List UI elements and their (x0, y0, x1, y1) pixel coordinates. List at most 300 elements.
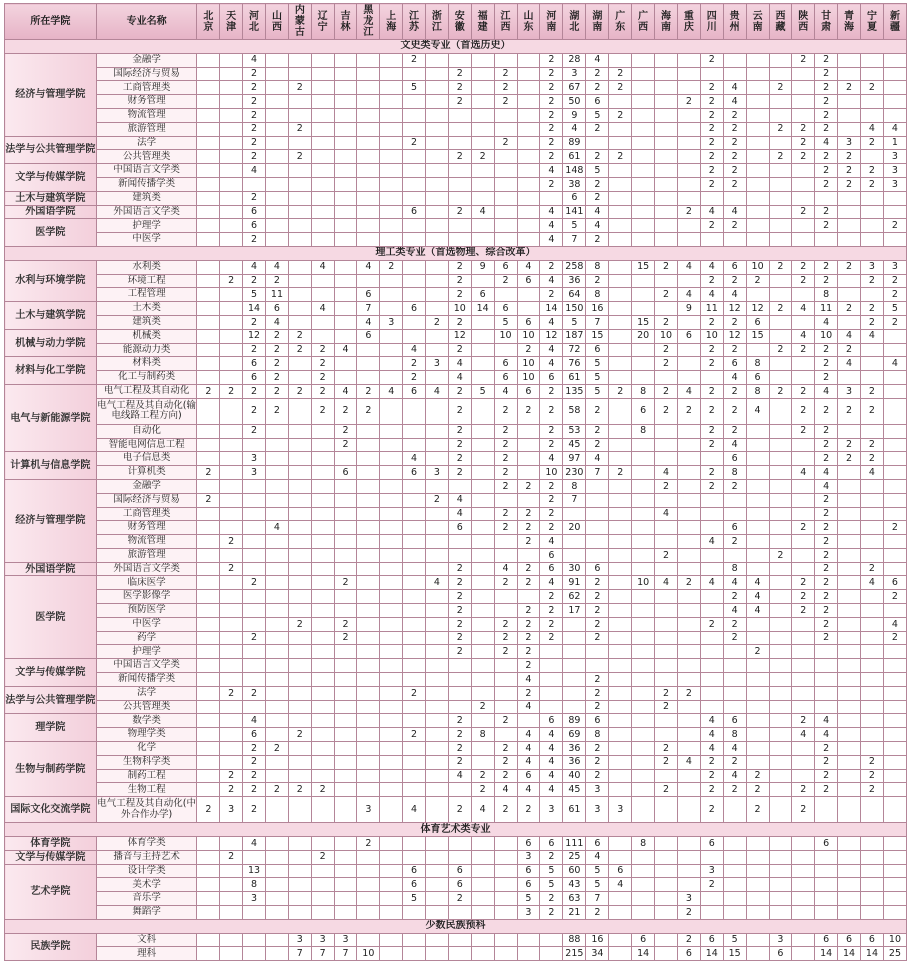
quota-cell (655, 219, 678, 233)
quota-cell: 2 (288, 783, 311, 797)
quota-cell (220, 479, 243, 493)
quota-cell (632, 878, 655, 892)
quota-cell: 8 (746, 384, 769, 398)
quota-cell: 9 (563, 108, 586, 122)
quota-cell (471, 493, 494, 507)
quota-cell (380, 329, 403, 343)
table-row (5, 274, 907, 288)
quota-cell (334, 452, 357, 466)
quota-cell: 2 (883, 521, 906, 535)
quota-cell: 4 (792, 329, 815, 343)
quota-cell (357, 438, 380, 452)
enrollment-plan-table (4, 3, 907, 961)
table-row (5, 108, 907, 122)
quota-cell (380, 783, 403, 797)
quota-cell (220, 357, 243, 371)
quota-cell: 2 (403, 53, 426, 67)
college-cell: 法学与公共管理学院 (5, 686, 97, 714)
quota-cell (861, 645, 884, 659)
table-row (5, 947, 907, 961)
quota-cell: 2 (723, 384, 746, 398)
quota-cell: 2 (517, 631, 540, 645)
quota-cell: 2 (723, 136, 746, 150)
quota-cell (792, 906, 815, 920)
table-row (5, 878, 907, 892)
quota-cell (792, 95, 815, 109)
quota-cell: 15 (723, 947, 746, 961)
quota-cell (380, 659, 403, 673)
quota-cell: 2 (586, 233, 609, 247)
quota-cell: 14 (861, 947, 884, 961)
quota-cell: 2 (243, 81, 266, 95)
quota-cell (883, 742, 906, 756)
quota-cell (357, 466, 380, 480)
table-row (5, 562, 907, 576)
quota-cell (517, 108, 540, 122)
quota-cell: 9 (677, 302, 700, 316)
quota-cell: 2 (586, 755, 609, 769)
quota-cell (197, 371, 220, 385)
quota-cell (815, 878, 838, 892)
quota-cell (838, 315, 861, 329)
quota-cell (746, 53, 769, 67)
quota-cell: 2 (540, 288, 563, 302)
quota-cell: 4 (609, 878, 632, 892)
quota-cell: 2 (243, 769, 266, 783)
quota-cell (700, 521, 723, 535)
quota-cell (266, 150, 289, 164)
quota-cell (288, 233, 311, 247)
quota-cell: 64 (563, 288, 586, 302)
quota-cell (655, 590, 678, 604)
quota-cell (197, 150, 220, 164)
quota-cell (311, 466, 334, 480)
quota-cell: 187 (563, 329, 586, 343)
quota-cell (517, 302, 540, 316)
quota-cell (425, 783, 448, 797)
quota-cell (311, 507, 334, 521)
quota-cell (334, 81, 357, 95)
quota-cell (334, 136, 357, 150)
quota-cell: 2 (586, 742, 609, 756)
quota-cell: 2 (448, 755, 471, 769)
quota-cell: 53 (563, 424, 586, 438)
quota-cell (494, 343, 517, 357)
quota-cell (288, 205, 311, 219)
quota-cell (746, 631, 769, 645)
quota-cell (220, 81, 243, 95)
quota-cell: 4 (311, 260, 334, 274)
quota-cell: 3 (380, 315, 403, 329)
quota-cell (380, 521, 403, 535)
quota-cell (677, 562, 700, 576)
quota-cell (311, 424, 334, 438)
quota-cell (403, 315, 426, 329)
quota-cell: 3 (334, 933, 357, 947)
quota-cell (792, 659, 815, 673)
quota-cell: 5 (563, 315, 586, 329)
quota-cell (632, 562, 655, 576)
quota-cell (609, 742, 632, 756)
quota-cell: 10 (700, 329, 723, 343)
quota-cell: 6 (517, 837, 540, 851)
quota-cell (311, 67, 334, 81)
quota-cell (220, 507, 243, 521)
quota-cell (677, 714, 700, 728)
quota-cell (197, 906, 220, 920)
quota-cell (861, 67, 884, 81)
quota-cell (494, 164, 517, 178)
quota-cell (632, 95, 655, 109)
quota-cell: 4 (357, 315, 380, 329)
quota-cell: 58 (563, 398, 586, 424)
quota-cell (494, 700, 517, 714)
quota-cell (403, 177, 426, 191)
quota-cell: 3 (311, 933, 334, 947)
quota-cell: 3 (563, 67, 586, 81)
quota-cell (700, 892, 723, 906)
quota-cell (517, 548, 540, 562)
quota-cell (311, 604, 334, 618)
quota-cell: 2 (700, 95, 723, 109)
quota-cell: 7 (334, 947, 357, 961)
quota-cell: 4 (425, 576, 448, 590)
quota-cell: 10 (815, 329, 838, 343)
quota-cell (586, 507, 609, 521)
quota-cell (266, 562, 289, 576)
quota-cell: 6 (403, 384, 426, 398)
quota-cell (677, 343, 700, 357)
quota-cell (746, 562, 769, 576)
quota-cell (403, 95, 426, 109)
major-cell: 能源动力类 (96, 343, 197, 357)
quota-cell: 2 (655, 357, 678, 371)
quota-cell (609, 562, 632, 576)
quota-cell (540, 686, 563, 700)
quota-cell (380, 357, 403, 371)
quota-cell (425, 438, 448, 452)
quota-cell: 2 (494, 466, 517, 480)
header-province: 内 蒙 古 (288, 4, 311, 40)
quota-cell: 3 (883, 177, 906, 191)
quota-cell (334, 521, 357, 535)
quota-cell: 45 (563, 438, 586, 452)
quota-cell (517, 493, 540, 507)
quota-cell (655, 108, 678, 122)
quota-cell: 5 (586, 108, 609, 122)
table-row (5, 466, 907, 480)
quota-cell (517, 424, 540, 438)
quota-cell (655, 81, 678, 95)
quota-cell: 2 (197, 493, 220, 507)
quota-cell (861, 604, 884, 618)
major-cell: 临床医学 (96, 576, 197, 590)
quota-cell: 2 (540, 177, 563, 191)
quota-cell (769, 315, 792, 329)
quota-cell (723, 233, 746, 247)
quota-cell (563, 659, 586, 673)
quota-cell (220, 728, 243, 742)
quota-cell: 2 (861, 398, 884, 424)
quota-cell (540, 933, 563, 947)
quota-cell (425, 645, 448, 659)
quota-cell: 5 (540, 864, 563, 878)
quota-cell (609, 645, 632, 659)
quota-cell (197, 686, 220, 700)
quota-cell (357, 714, 380, 728)
quota-cell (197, 357, 220, 371)
quota-cell: 10 (494, 329, 517, 343)
quota-cell (243, 617, 266, 631)
quota-cell: 2 (723, 274, 746, 288)
quota-cell: 6 (769, 947, 792, 961)
college-cell: 土木与建筑学院 (5, 302, 97, 330)
quota-cell (266, 728, 289, 742)
quota-cell (380, 673, 403, 687)
quota-cell: 258 (563, 260, 586, 274)
quota-cell: 4 (723, 742, 746, 756)
quota-cell (746, 837, 769, 851)
quota-cell (815, 700, 838, 714)
quota-cell: 2 (334, 424, 357, 438)
quota-cell: 2 (494, 576, 517, 590)
quota-cell: 2 (815, 493, 838, 507)
quota-cell (655, 53, 678, 67)
quota-cell (266, 493, 289, 507)
quota-cell (815, 233, 838, 247)
quota-cell (334, 562, 357, 576)
quota-cell (471, 233, 494, 247)
quota-cell (769, 452, 792, 466)
quota-cell (792, 850, 815, 864)
quota-cell: 2 (311, 357, 334, 371)
college-cell: 经济与管理学院 (5, 479, 97, 562)
quota-cell (403, 122, 426, 136)
quota-cell (609, 493, 632, 507)
quota-cell (883, 233, 906, 247)
quota-cell (311, 878, 334, 892)
quota-cell: 4 (243, 714, 266, 728)
quota-cell: 2 (792, 205, 815, 219)
quota-cell (494, 864, 517, 878)
quota-cell: 2 (723, 424, 746, 438)
quota-cell: 2 (540, 53, 563, 67)
quota-cell (288, 191, 311, 205)
college-cell: 水利与环境学院 (5, 260, 97, 301)
quota-cell (357, 686, 380, 700)
quota-cell (425, 164, 448, 178)
quota-cell: 2 (792, 343, 815, 357)
quota-cell (334, 274, 357, 288)
quota-cell: 2 (288, 329, 311, 343)
quota-cell (243, 659, 266, 673)
quota-cell (357, 233, 380, 247)
quota-cell: 4 (494, 783, 517, 797)
quota-cell (311, 673, 334, 687)
quota-cell: 4 (517, 260, 540, 274)
quota-cell (655, 164, 678, 178)
quota-cell (403, 535, 426, 549)
quota-cell (380, 906, 403, 920)
quota-cell: 8 (586, 260, 609, 274)
quota-cell (380, 122, 403, 136)
quota-cell: 2 (540, 108, 563, 122)
quota-cell: 12 (540, 329, 563, 343)
quota-cell: 2 (243, 384, 266, 398)
quota-cell (288, 164, 311, 178)
quota-cell (220, 604, 243, 618)
quota-cell: 2 (494, 521, 517, 535)
quota-cell (380, 548, 403, 562)
table-row (5, 797, 907, 823)
quota-cell (380, 150, 403, 164)
quota-cell (792, 892, 815, 906)
quota-cell (677, 659, 700, 673)
quota-cell: 2 (861, 302, 884, 316)
quota-cell: 2 (540, 122, 563, 136)
quota-cell (883, 191, 906, 205)
quota-cell (723, 493, 746, 507)
quota-cell (380, 576, 403, 590)
quota-cell: 2 (723, 398, 746, 424)
quota-cell: 6 (517, 864, 540, 878)
quota-cell (220, 755, 243, 769)
quota-cell: 2 (586, 438, 609, 452)
quota-cell (197, 122, 220, 136)
quota-cell: 2 (723, 631, 746, 645)
quota-cell (403, 742, 426, 756)
quota-cell: 2 (700, 438, 723, 452)
quota-cell: 2 (494, 424, 517, 438)
quota-cell: 76 (563, 357, 586, 371)
quota-cell (861, 95, 884, 109)
quota-cell (471, 878, 494, 892)
quota-cell (311, 53, 334, 67)
quota-cell (609, 769, 632, 783)
quota-cell: 4 (815, 466, 838, 480)
quota-cell (792, 645, 815, 659)
quota-cell (471, 864, 494, 878)
major-cell: 国际经济与贸易 (96, 67, 197, 81)
quota-cell (334, 714, 357, 728)
quota-cell (243, 493, 266, 507)
quota-cell (403, 562, 426, 576)
quota-cell: 3 (357, 797, 380, 823)
quota-cell (471, 398, 494, 424)
quota-cell (220, 398, 243, 424)
quota-cell (266, 604, 289, 618)
quota-cell (655, 493, 678, 507)
quota-cell (403, 398, 426, 424)
quota-cell: 2 (815, 343, 838, 357)
quota-cell: 2 (243, 686, 266, 700)
quota-cell (861, 507, 884, 521)
quota-cell: 4 (540, 742, 563, 756)
quota-cell: 5 (586, 864, 609, 878)
quota-cell: 2 (448, 424, 471, 438)
quota-cell: 4 (883, 122, 906, 136)
quota-cell (425, 700, 448, 714)
quota-cell: 2 (586, 424, 609, 438)
header-province: 陕 西 (792, 4, 815, 40)
quota-cell: 3 (769, 933, 792, 947)
quota-cell (609, 850, 632, 864)
quota-cell (288, 438, 311, 452)
quota-cell: 2 (311, 783, 334, 797)
quota-cell: 2 (517, 562, 540, 576)
quota-cell: 4 (655, 466, 678, 480)
quota-cell (425, 81, 448, 95)
quota-cell (243, 590, 266, 604)
quota-cell (425, 864, 448, 878)
quota-cell (357, 878, 380, 892)
quota-cell: 2 (700, 398, 723, 424)
quota-cell (746, 507, 769, 521)
quota-cell (471, 177, 494, 191)
quota-cell (243, 507, 266, 521)
quota-cell: 2 (815, 755, 838, 769)
quota-cell (792, 67, 815, 81)
quota-cell: 2 (448, 67, 471, 81)
table-row (5, 686, 907, 700)
quota-cell (334, 219, 357, 233)
quota-cell: 4 (723, 576, 746, 590)
quota-cell: 2 (792, 783, 815, 797)
quota-cell (197, 535, 220, 549)
quota-cell: 2 (815, 219, 838, 233)
quota-cell (220, 150, 243, 164)
header-major: 专业名称 (96, 4, 197, 40)
quota-cell (243, 850, 266, 864)
quota-cell: 2 (311, 850, 334, 864)
quota-cell (861, 108, 884, 122)
quota-cell (792, 933, 815, 947)
quota-cell (609, 548, 632, 562)
quota-cell (632, 191, 655, 205)
quota-cell: 6 (243, 219, 266, 233)
quota-cell (700, 673, 723, 687)
quota-cell: 4 (357, 260, 380, 274)
header-province: 吉 林 (334, 4, 357, 40)
quota-cell: 2 (815, 783, 838, 797)
quota-cell (677, 521, 700, 535)
quota-cell: 2 (357, 398, 380, 424)
quota-cell: 2 (540, 81, 563, 95)
table-row (5, 864, 907, 878)
quota-cell: 20 (632, 329, 655, 343)
quota-cell: 2 (586, 631, 609, 645)
quota-cell (883, 493, 906, 507)
quota-cell (311, 548, 334, 562)
table-row (5, 315, 907, 329)
quota-cell (861, 371, 884, 385)
quota-cell (517, 95, 540, 109)
quota-cell: 2 (403, 686, 426, 700)
quota-cell: 11 (700, 302, 723, 316)
quota-cell: 2 (334, 617, 357, 631)
quota-cell (769, 700, 792, 714)
quota-cell (632, 53, 655, 67)
header-province: 云 南 (746, 4, 769, 40)
quota-cell (746, 521, 769, 535)
quota-cell (403, 548, 426, 562)
quota-cell (220, 260, 243, 274)
quota-cell (425, 452, 448, 466)
quota-cell (632, 521, 655, 535)
quota-cell (883, 783, 906, 797)
quota-cell (357, 864, 380, 878)
quota-cell (288, 631, 311, 645)
